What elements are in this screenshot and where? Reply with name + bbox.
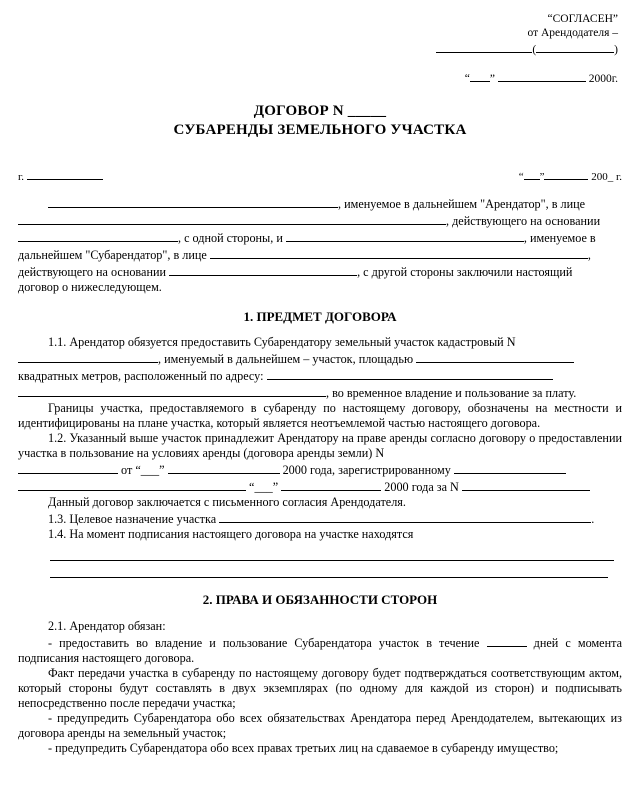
- clause-1-2-c: 2000 года, зарегистрированному: [282, 463, 451, 477]
- clause-consent: Данный договор заключается с письменного согласия Арендодателя.: [48, 495, 406, 509]
- clause-1-1-a: 1.1. Арендатор обязуется предоставить Субарендатору земельный участок кадастровый N: [48, 335, 516, 349]
- clause-2-1-a1: - предоставить во владение и пользование Субарендатора участок в течение: [48, 636, 480, 650]
- approval-block: [436, 12, 618, 86]
- document-title: [18, 102, 622, 140]
- clause-1-1-d: , во временное владение и пользование за плату.: [326, 386, 577, 400]
- fill-line-1: [50, 547, 614, 561]
- city-field: г.: [18, 167, 103, 185]
- title-line-1: ДОГОВОР N _____: [253, 103, 387, 119]
- clause-1-2-a: 1.2. Указанный выше участок принадлежит Арендатору на праве аренды согласно договору о предоставлении участка в пользование на условиях аренды (договора аренды земли) N: [18, 431, 622, 460]
- clause-fact: Факт передачи участка в субаренду по настоящему договору будет подтверждаться соответствующим актом, который стороны будут составлять в двух экземплярах (по одному для каждой из сторон) и подписывать непосредственно после передачи участка;: [18, 666, 622, 710]
- section-1-body: 1.1. Арендатор обязуется предоставить Субарендатору земельный участок кадастровый N , именуемый в дальнейшем – участок, площадью квадратных метров, расположенный по адресу: , во временное владение и пользование за плату. Границы участка, предоставляемого в субаренду по настоящему договору, обозначены на местности и идентифицированы на плане участка, который является неотъемлемой частью настоящего договора. 1.2. Указанный выше участок принадлежит Арендатору на праве аренды согласно договору о предоставлении участка в пользование на условиях аренды (договора аренды земли) N от “___” 2000 года, зарегистрированному “___” 2000 года за N Данный договор заключается с письменного согласия Арендодателя. 1.3. Целевое назначение участка . 1.4. На момент подписания настоящего договора на участке находятся: [18, 335, 622, 578]
- section-2-body: [18, 619, 622, 756]
- clause-2-1-a2: дней с момента подписания настоящего договора.: [18, 636, 623, 665]
- fill-line-2: [50, 564, 608, 578]
- preamble-text-6: действующего на основании: [18, 265, 167, 279]
- clause-1-1-c: квадратных метров, расположенный по адресу:: [18, 369, 264, 383]
- section-1-heading: 1. ПРЕДМЕТ ДОГОВОРА: [243, 309, 397, 324]
- preamble-text-5: дальнейшем "Субарендатор", в лице: [18, 248, 207, 262]
- clause-1-1-b: , именуемый в дальнейшем – участок, площадью: [158, 352, 414, 366]
- preamble-text-4: , именуемое в: [523, 231, 596, 245]
- clause-1-3: 1.3. Целевое назначение участка: [48, 512, 217, 526]
- preamble-text-3: , с одной стороны, и: [178, 231, 283, 245]
- clause-bounds: Границы участка, предоставляемого в субаренду по настоящему договору, обозначены на местности и идентифицированы на плане участка, который является неотъемлемой частью настоящего договора.: [18, 401, 622, 430]
- clause-1-4: 1.4. На момент подписания настоящего договора на участке находятся: [48, 527, 414, 541]
- approval-heading: “СОГЛАСЕН”: [547, 13, 618, 25]
- preamble-text-8: договор о нижеследующем.: [18, 280, 162, 294]
- title-line-2: СУБАРЕНДЫ ЗЕМЕЛЬНОГО УЧАСТКА: [173, 122, 467, 138]
- preamble: , именуемое в дальнейшем "Арендатор", в лице , действующего на основании , с одной стороны, и , именуемое в дальнейшем "Субарендатор", в лице , действующего на основании , с другой стороны заключили настоящий договор о нижеследующем.: [18, 195, 622, 295]
- approval-from: от Арендодателя –: [527, 27, 618, 39]
- clause-warn-1: - предупредить Субарендатора обо всех обязательствах Арендатора перед Арендодателем, вытекающих из договора аренды на земельный участок;: [18, 711, 622, 740]
- clause-1-2-d: 2000 года за N: [384, 480, 459, 494]
- preamble-text-2: , действующего на основании: [446, 214, 601, 228]
- section-2-heading: 2. ПРАВА И ОБЯЗАННОСТИ СТОРОН: [202, 592, 438, 607]
- clause-2-1: 2.1. Арендатор обязан:: [48, 619, 166, 633]
- date-field: “ ” 200_ г.: [519, 167, 622, 185]
- approval-signature-line: ( ): [436, 40, 618, 57]
- preamble-text-1: , именуемое в дальнейшем "Арендатор", в лице: [338, 197, 586, 211]
- city-date-line: [18, 167, 622, 185]
- approval-date-line: “ ” 2000г.: [436, 69, 618, 86]
- preamble-text-7: , с другой стороны заключили настоящий: [357, 265, 573, 279]
- clause-warn-2: - предупредить Субарендатора обо всех правах третьих лиц на сдаваемое в субаренду имущество;: [48, 741, 559, 755]
